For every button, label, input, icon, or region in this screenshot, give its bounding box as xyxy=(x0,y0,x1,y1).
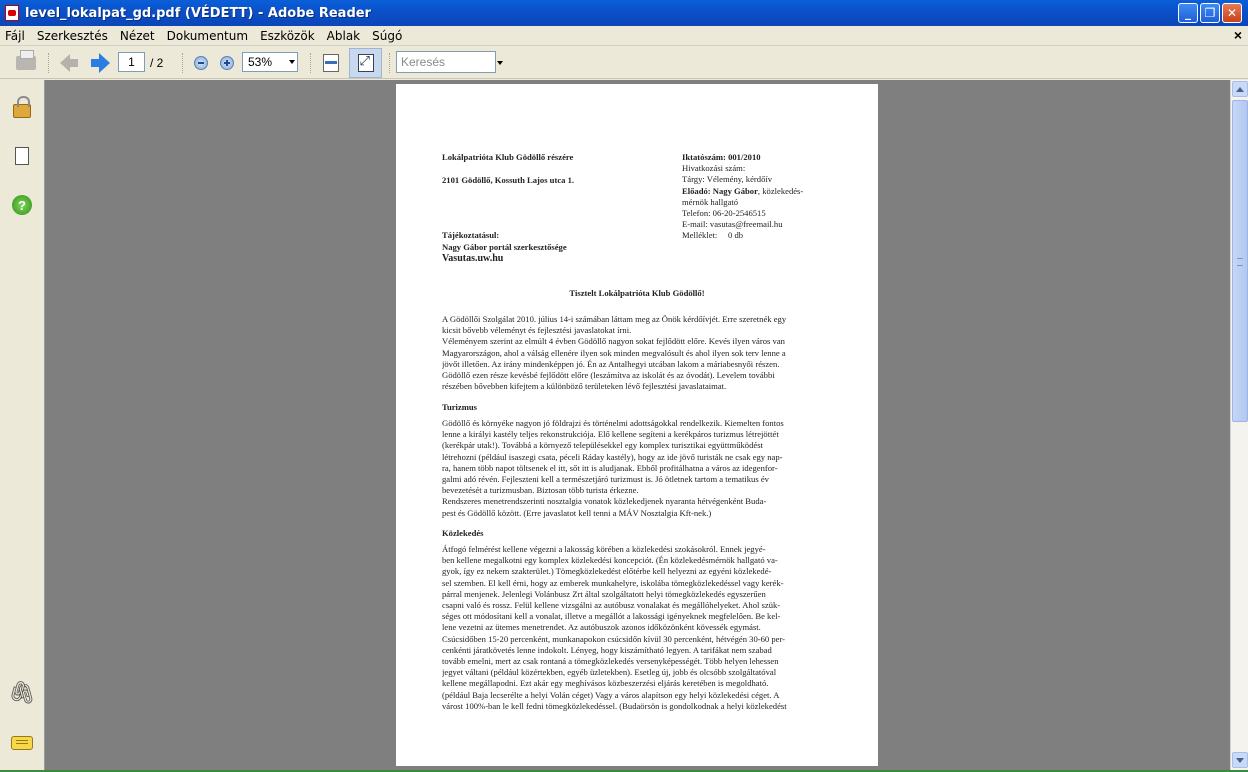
zoom-value: 53% xyxy=(248,55,273,69)
text-line: pest és Gödöllő között. (Erre javaslatot kell tenni a MÁV Nosztalgia Kft-nek.) xyxy=(442,507,712,518)
page-total: / 2 xyxy=(150,56,164,70)
text-line: Gödöllő ezen része kevésbé fejlődött előre (leszámítva az iskolát és az óvodát). Levelem további xyxy=(442,370,775,381)
arrow-left-icon xyxy=(60,54,78,72)
info-org: Nagy Gábor portál szerkesztősége xyxy=(442,242,567,252)
turizmus-paragraph xyxy=(442,418,832,519)
presenter-cont: mérnök hallgató xyxy=(682,197,739,207)
text-line: párral menjenek. Jelenlegi Volánbusz Zrt által szolgáltatott helyi tömegközlekedés egyszerűen xyxy=(442,588,766,599)
previous-page-button[interactable] xyxy=(56,51,82,75)
fit-width-icon xyxy=(323,54,339,72)
text-line: séges ott módosítani kell a vonalat, illetve a megállót a lakossági igényeknek megfelelően. Be kel- xyxy=(442,611,781,622)
fit-width-button[interactable] xyxy=(318,51,344,75)
heading-turizmus: Turizmus xyxy=(442,402,478,412)
sender: Lokálpatrióta Klub Gödöllő részére xyxy=(442,152,574,162)
contact-line: Melléklet: 0 db xyxy=(682,230,744,240)
fit-page-icon xyxy=(358,54,374,72)
menu-view[interactable]: Nézet xyxy=(119,28,155,43)
attachment-icon[interactable]: 🖇 xyxy=(8,680,36,706)
zoom-out-icon xyxy=(194,56,208,70)
text-line: ben kellene megalkotni egy komplex közlekedési koncepciót. (Én közlekedésmérnök hallgató va- xyxy=(442,555,778,566)
text-line: jegyet váltani (például közértekben, egyéb üzletekben). Esetleg új, jobb és olcsóbb szolgáltatóval xyxy=(442,667,777,678)
text-line: Átfogó felmérést kellene végezni a lakosság körében a közlekedési szokásokról. Ennek jegyé- xyxy=(442,544,766,554)
close-window-button[interactable]: ✕ xyxy=(1222,3,1242,23)
text-line: Véleményem szerint az elmúlt 4 évben Gödöllő nagyon sokat fejlődött előre. Kevés ilyen város van xyxy=(442,336,785,347)
text-line: Gödöllő és környéke nagyon jó földrajzi és történelmi adottságokkal rendelkezik. Kiemelten fontos xyxy=(442,418,784,428)
window-title: level_lokalpat_gd.pdf (VÉDETT) - Adobe Reader xyxy=(25,5,371,21)
contact-line: Telefon: 06-20-2546515 xyxy=(682,208,766,218)
document-view[interactable] xyxy=(44,80,1230,770)
page-number-input[interactable]: 1 xyxy=(118,52,145,72)
scroll-thumb[interactable] xyxy=(1232,100,1248,422)
next-page-button[interactable] xyxy=(87,51,113,75)
text-line: ra, hanem több napot töltsenek el itt, sőt itt is aludjanak. Ebből profitálhatna a város az idegenfor- xyxy=(442,462,778,473)
text-line: Csúcsidőben 15-20 percenként, munkanapokon csúcsidőn kívül 30 percenként, hétvégén 30-60 per- xyxy=(442,633,786,644)
printer-icon xyxy=(16,56,36,70)
menu-edit[interactable]: Szerkesztés xyxy=(36,28,108,43)
maximize-button[interactable]: ❐ xyxy=(1200,3,1220,23)
chevron-down-icon xyxy=(1236,758,1244,763)
chevron-down-icon xyxy=(289,60,295,64)
adobe-reader-icon xyxy=(5,5,19,21)
zoom-select[interactable] xyxy=(242,52,298,72)
zoom-out-button[interactable] xyxy=(192,51,210,75)
menu-bar xyxy=(0,26,1248,46)
text-line: létrehozni (például isaszegi csata, péceli Ráday kastély), hogy az ide jövő turisták ne csak egy nap- xyxy=(442,451,783,462)
intro-paragraph xyxy=(442,314,832,392)
pdf-page xyxy=(396,84,878,766)
reference-number: Iktatószám: 001/2010 xyxy=(682,152,761,162)
presenter: Előadó: Nagy Gábor, közlekedés- xyxy=(682,186,804,196)
text-line: Rendszeres menetrendszerinti nosztalgia vonatok közlekedjenek nyaranta hétvégenként Buda- xyxy=(442,496,767,507)
text-line: lene vezetni az ütemes menetrendet. Az autóbuszok azonos időközönként kövessék egymást. xyxy=(442,622,761,633)
menu-file[interactable]: Fájl xyxy=(5,28,25,43)
minimize-button[interactable]: _ xyxy=(1178,3,1198,23)
ref-line: Tárgy: Vélemény, kérdőív xyxy=(682,174,773,184)
text-line: cenkénti járatkövetés lenne indokolt. Lényeg, hogy kiszámítható legyen. A tarifákat nem szabad xyxy=(442,644,772,655)
address: 2101 Gödöllő, Kossuth Lajos utca 1. xyxy=(442,175,575,185)
text-line: (kerékpár utak!). Továbbá a környező településekkel egy komplex turisztikai együttműködést xyxy=(442,440,763,451)
text-line: lenne a királyi kastély teljes rekonstrukciója. Elő kellene segíteni a kerékpáros turizmus létrejöttét xyxy=(442,429,779,440)
fit-page-button[interactable] xyxy=(349,48,382,78)
arrow-right-icon xyxy=(91,53,110,73)
text-line: várost 100%-ban le kell fedni tömegközlekedéssel. (Budaörsön is gondolkodnak a helyi közlekedést xyxy=(442,700,787,711)
print-button[interactable] xyxy=(13,51,39,75)
toolbar-separator xyxy=(389,53,391,73)
text-line: galmi adó révén. Fejleszteni kell a természetjáró turizmust is. Jó ötletnek tartom a tematikus év xyxy=(442,474,769,485)
lock-icon[interactable] xyxy=(10,95,34,119)
toolbar-separator xyxy=(182,53,184,73)
close-document-button[interactable]: × xyxy=(1233,27,1242,43)
info-site: Vasutas.uw.hu xyxy=(442,253,504,264)
text-line: (például Baja lecserélte a helyi Volán céget) Vagy a város alapítson egy helyi közlekedési céget. A xyxy=(442,689,780,700)
menu-window[interactable]: Ablak xyxy=(326,28,361,43)
salutation: Tisztelt Lokálpatrióta Klub Gödöllő! xyxy=(569,288,705,298)
zoom-in-icon xyxy=(220,56,234,70)
comments-icon[interactable] xyxy=(10,731,34,755)
scroll-up-button[interactable] xyxy=(1232,81,1248,97)
text-line: tovább emelni, mert az csak rontaná a tömegközlekedés versenyképességét. Több helyen lehessen xyxy=(442,656,779,667)
chevron-up-icon xyxy=(1236,87,1244,92)
menu-help[interactable]: Súgó xyxy=(372,28,403,43)
menu-tools[interactable]: Eszközök xyxy=(260,28,315,43)
text-line: kellene megállapodni. Ezt akár egy meghívásos közbeszerzési eljárás keretében is megoldható. xyxy=(442,678,769,689)
toolbar-separator xyxy=(48,53,50,73)
ref-line: Hivatkozási szám: xyxy=(682,163,746,173)
search-input[interactable]: Keresés xyxy=(396,51,496,73)
kozlekedes-paragraph xyxy=(442,544,832,712)
text-line: gyok, így ez nekem szakterület.) Tömegközlekedést előtérbe kell helyezni az egyéni közlekedé- xyxy=(442,566,772,577)
info-label: Tájékoztatásul: xyxy=(442,230,500,240)
text-line: részében bővebben kifejtem a különböző területeken lévő fejlesztési javaslataimat. xyxy=(442,381,727,392)
heading-kozlekedes: Közlekedés xyxy=(442,528,484,538)
help-icon[interactable]: ? xyxy=(10,193,34,217)
title-bar xyxy=(0,0,1248,26)
text-line: jövőt illetően. Az irány mindenképpen jó. Én az Antalhegyi utcában lakom a máriabesnyői részen. xyxy=(442,358,780,369)
zoom-in-button[interactable] xyxy=(218,51,236,75)
toolbar-separator xyxy=(310,53,312,73)
toolbar xyxy=(0,47,1248,79)
contact-line: E-mail: vasutas@freemail.hu xyxy=(682,219,783,229)
scroll-down-button[interactable] xyxy=(1232,752,1248,768)
text-line: Magyarországon, ahol a válság ellenére ilyen sok minden megvalósult és ahol ilyen sok terv lenne a xyxy=(442,347,786,358)
text-line: csapni való és rossz. Felül kellene vizsgálni az autóbusz vonalakat és megállóhelyeket. Ahol szük- xyxy=(442,600,781,611)
text-line: A Gödöllői Szolgálat 2010. július 14-i számában láttam meg az Önök kérdőívjét. Erre szeretnék egy xyxy=(442,314,787,324)
text-line: kicsit bővebb véleményt és fejlesztési javaslatokat írni. xyxy=(442,325,632,336)
text-line: sel szemben. El kell érni, hogy az emberek munkahelyre, iskolába tömegközlekedéssel vagy kerék- xyxy=(442,577,784,588)
vertical-scrollbar[interactable] xyxy=(1230,80,1248,770)
search-dropdown-icon[interactable] xyxy=(497,61,503,65)
navigation-pane xyxy=(0,80,44,770)
text-line: bevezetését a turizmusban. Biztosan több turista érkezne. xyxy=(442,485,639,496)
menu-document[interactable]: Dokumentum xyxy=(166,28,249,43)
pages-icon[interactable] xyxy=(10,144,34,168)
